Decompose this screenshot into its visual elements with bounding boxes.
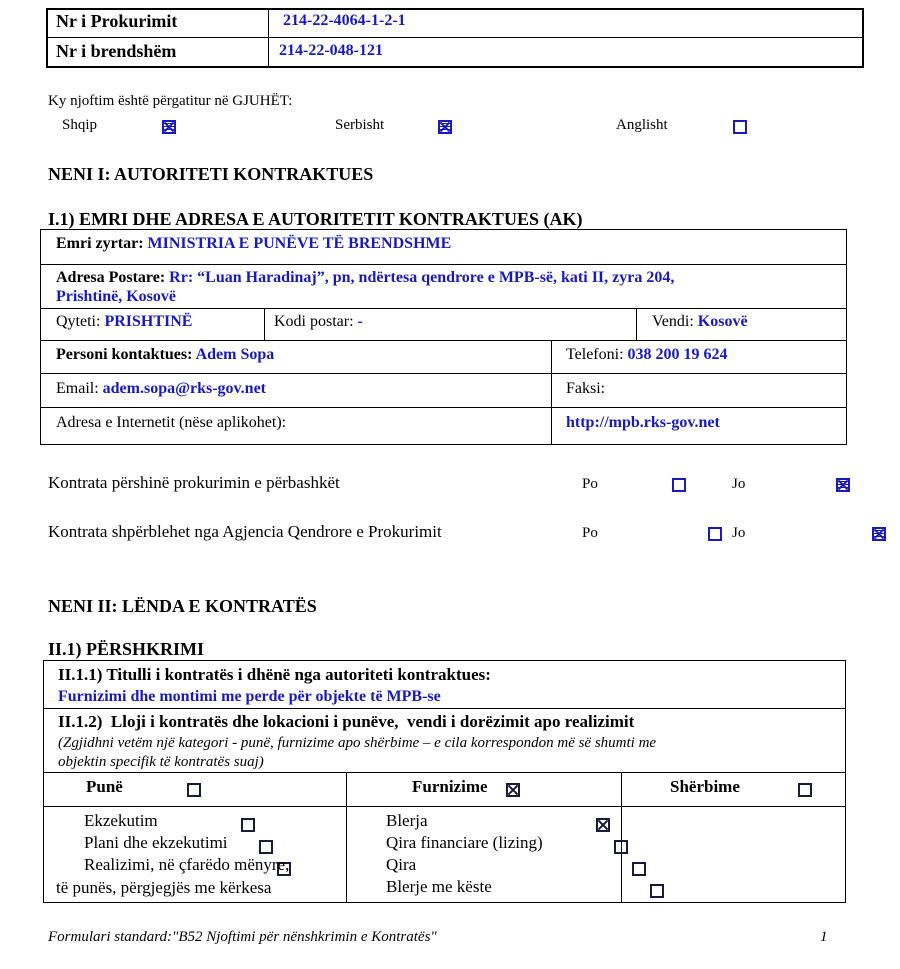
table-divider xyxy=(40,264,847,265)
qyteti-label: Qyteti: xyxy=(56,313,101,330)
category-furnizime-checkbox[interactable] xyxy=(506,783,520,797)
qyteti-value: PRISHTINË xyxy=(104,313,193,330)
question-joint-jo-checkbox[interactable] xyxy=(836,478,850,492)
kodi-value: - xyxy=(357,313,363,330)
adresa-row: Adresa Postare: Rr: “Luan Haradinaj”, pn, ndërtesa qendrore e MPB-së, kati II, zyra 204, Prishtinë, Kosovë xyxy=(56,269,675,305)
category-pune-checkbox[interactable] xyxy=(187,783,201,797)
telefoni-label: Telefoni: xyxy=(566,346,624,363)
table-divider xyxy=(43,772,846,773)
furnizime-qira-checkbox[interactable] xyxy=(632,862,646,876)
table-divider xyxy=(346,772,347,903)
internet-link[interactable]: http://mpb.rks-gov.net xyxy=(566,414,720,431)
table-divider xyxy=(40,407,847,408)
question-central-agency: Kontrata shpërblehet nga Agjencia Qendrore e Prokurimit xyxy=(48,522,442,541)
language-anglisht-label: Anglisht xyxy=(616,117,668,133)
kodi-label: Kodi postar: xyxy=(274,313,354,330)
category-sherbime-checkbox[interactable] xyxy=(798,783,812,797)
personi-row: Personi kontaktues: Adem Sopa xyxy=(56,346,275,363)
email-row xyxy=(56,380,266,398)
language-anglisht-checkbox[interactable] xyxy=(733,120,747,134)
pune-ekzekutim-label: Ekzekutim xyxy=(84,811,158,830)
kodi-row xyxy=(274,313,363,331)
section2-subheading: II.1) PËRSHKRIMI xyxy=(48,639,205,659)
nr-brendshem-label: Nr i brendshëm xyxy=(56,41,177,61)
pune-ekzekutim-checkbox[interactable] xyxy=(241,818,255,832)
question-joint-jo-label: Jo xyxy=(732,476,746,492)
question-central-jo-label: Jo xyxy=(732,525,746,541)
question-central-po-label: Po xyxy=(582,525,598,541)
section1-heading: NENI I: AUTORITETI KONTRAKTUES xyxy=(48,164,374,184)
table-divider xyxy=(43,806,846,807)
pune-plani-checkbox[interactable] xyxy=(259,840,273,854)
language-shqip-checkbox[interactable] xyxy=(162,120,176,134)
email-label: Email: xyxy=(56,380,99,397)
language-serbisht-checkbox[interactable] xyxy=(438,120,452,134)
section1-subheading: I.1) EMRI DHE ADRESA E AUTORITETIT KONTRAKTUES (AK) xyxy=(48,209,583,229)
contracting-authority-table xyxy=(40,229,847,445)
category-furnizime-label: Furnizime xyxy=(412,777,488,796)
furnizime-kese-checkbox[interactable] xyxy=(650,884,664,898)
telefoni-value: 038 200 19 624 xyxy=(627,346,728,363)
question-central-po-checkbox[interactable] xyxy=(708,527,722,541)
contract-title-label: II.1.1) Titulli i kontratës i dhënë nga autoriteti kontraktues: xyxy=(58,665,491,684)
language-serbisht-label: Serbisht xyxy=(335,117,385,133)
language-shqip-label: Shqip xyxy=(62,117,98,133)
category-sherbime-label: Shërbime xyxy=(670,777,740,796)
pune-plani-label: Plani dhe ekzekutimi xyxy=(84,833,228,852)
nr-brendshem-value: 214-22-048-121 xyxy=(279,42,383,59)
language-intro: Ky njoftim është përgatitur në GJUHËT: xyxy=(48,93,293,109)
vendi-value: Kosovë xyxy=(697,313,748,330)
contract-type-label: II.1.2) Lloji i kontratës dhe lokacioni i punëve, vendi i dorëzimit apo realizimit xyxy=(58,712,635,731)
section2-heading: NENI II: LËNDA E KONTRATËS xyxy=(48,596,317,616)
pune-realizimi-continuation: të punës, përgjegjës me kërkesa xyxy=(56,878,272,897)
contract-title-value: Furnizimi dhe montimi me perde për objekte të MPB-se xyxy=(58,688,441,705)
furnizime-blerja-label: Blerja xyxy=(386,811,428,830)
question-joint-po-label: Po xyxy=(582,476,598,492)
footer-page-number: 1 xyxy=(820,929,828,945)
table-divider xyxy=(46,37,864,38)
pune-realizimi-label: Realizimi, në çfarëdo mënyre, xyxy=(84,855,290,874)
email-value[interactable]: adem.sopa@rks-gov.net xyxy=(102,380,266,397)
internet-label: Adresa e Internetit (nëse aplikohet): xyxy=(56,414,287,431)
table-divider xyxy=(264,308,265,340)
table-divider xyxy=(636,308,637,340)
contract-type-note-line2: objektin specifik të kontratës suaj) xyxy=(58,754,264,770)
furnizime-blerja-checkbox[interactable] xyxy=(596,818,610,832)
emri-value: MINISTRIA E PUNËVE TË BRENDSHME xyxy=(147,235,452,252)
table-divider xyxy=(40,308,847,309)
qyteti-row xyxy=(56,313,192,331)
table-divider xyxy=(268,8,269,68)
furnizime-lizing-checkbox[interactable] xyxy=(614,840,628,854)
contract-type-note xyxy=(58,734,838,772)
question-joint-po-checkbox[interactable] xyxy=(672,478,686,492)
nr-prokurimit-value: 214-22-4064-1-2-1 xyxy=(283,12,406,29)
vendi-label: Vendi: xyxy=(652,313,694,330)
furnizime-qira-label: Qira xyxy=(386,855,417,874)
table-divider xyxy=(40,340,847,341)
telefoni-row xyxy=(566,346,728,364)
table-divider xyxy=(551,340,552,445)
contract-type-note-line1: (Zgjidhni vetëm një kategori - punë, furnizime apo shërbime – e cila korrespondon më së shumti me xyxy=(58,735,657,751)
furnizime-kese-label: Blerje me këste xyxy=(386,877,492,896)
vendi-row xyxy=(652,313,748,331)
nr-prokurimit-label: Nr i Prokurimit xyxy=(56,11,178,31)
furnizime-lizing-label: Qira financiare (lizing) xyxy=(386,833,543,852)
emri-label: Emri zyrtar xyxy=(56,235,139,252)
table-divider xyxy=(43,708,846,709)
emri-row: Emri zyrtar: MINISTRIA E PUNËVE TË BRENDSHME xyxy=(56,235,452,252)
table-divider xyxy=(621,772,622,903)
adresa-label: Adresa Postare xyxy=(56,269,160,286)
adresa-value-line2: Prishtinë, Kosovë xyxy=(56,288,176,305)
question-central-jo-checkbox[interactable] xyxy=(872,527,886,541)
faksi-label: Faksi: xyxy=(566,380,606,397)
category-pune-label: Punë xyxy=(86,777,123,796)
footer-form-name: Formulari standard:"B52 Njoftimi për nënshkrimin e Kontratës" xyxy=(48,929,437,945)
adresa-value-line1: Rr: “Luan Haradinaj”, pn, ndërtesa qendrore e MPB-së, kati II, zyra 204, xyxy=(169,269,675,286)
question-joint-procurement: Kontrata përshinë prokurimin e përbashkët xyxy=(48,473,340,492)
personi-label: Personi kontaktues xyxy=(56,346,188,363)
personi-value: Adem Sopa xyxy=(195,346,275,363)
table-divider xyxy=(40,373,847,374)
